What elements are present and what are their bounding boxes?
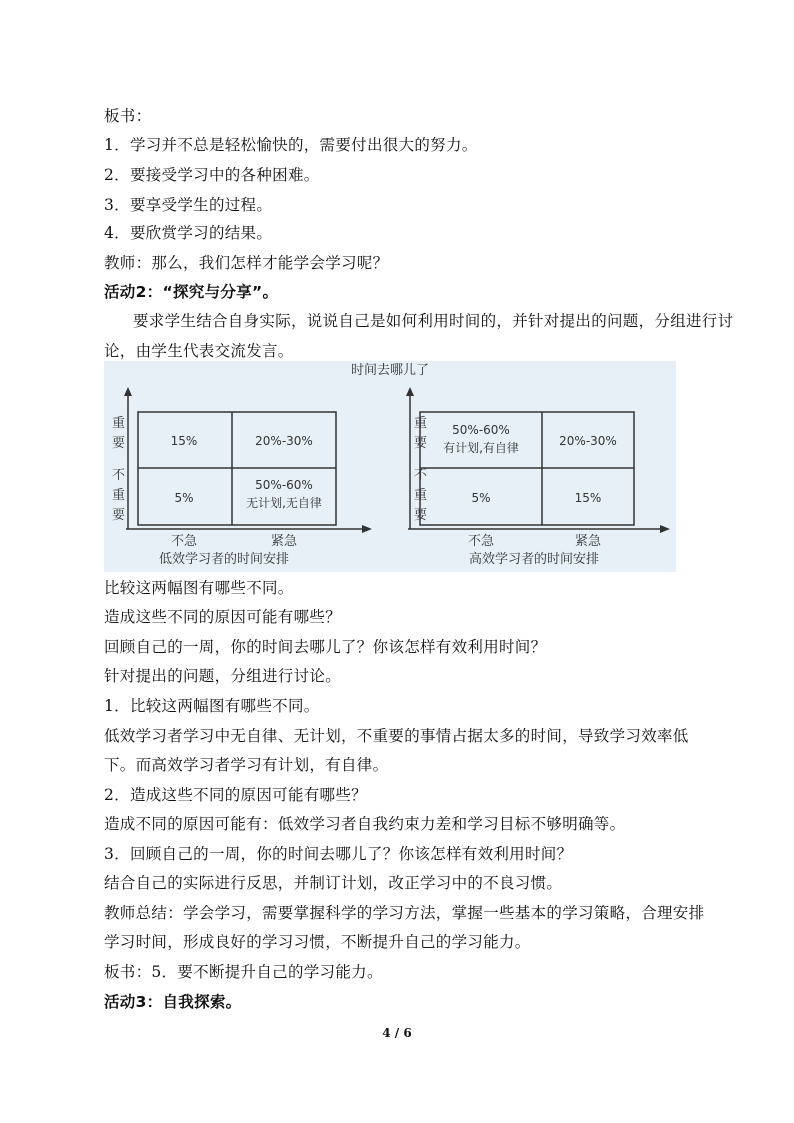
x-axis-arrow	[660, 525, 670, 533]
board-heading: 板书：	[104, 107, 152, 125]
y-label-not-important: 重	[414, 488, 428, 503]
y-label-important: 重	[414, 416, 428, 431]
cell-value: 5%	[471, 491, 491, 505]
cell-value: 20%-30%	[559, 434, 617, 448]
cell-value: 5%	[174, 491, 194, 505]
instruction-line: 针对提出的问题，分组进行讨论。	[104, 667, 342, 685]
cell-value: 有计划,有自律	[443, 441, 519, 455]
x-label-not-urgent: 不急	[467, 534, 495, 549]
x-axis-arrow	[362, 525, 372, 533]
teacher-summary: 教师总结：学会学习，需要掌握科学的学习方法，掌握一些基本的学习策略，合理安排	[104, 904, 705, 922]
x-label-urgent: 紧急	[270, 534, 298, 549]
right-caption: 高效学习者的时间安排	[468, 552, 600, 567]
teacher-summary: 学习时间，形成良好的学习习惯，不断提升自己的学习能力。	[104, 933, 531, 951]
time-matrix-diagram	[104, 361, 676, 572]
paragraph-line: 论，由学生代表交流发言。	[104, 342, 294, 360]
cell-value: 15%	[170, 434, 198, 448]
figure-title: 时间去哪儿了	[350, 363, 430, 378]
y-label-not-important: 要	[112, 508, 126, 523]
cell-value: 15%	[574, 491, 602, 505]
answer-heading: 3．回顾自己的一周，你的时间去哪儿了？你该怎样有效利用时间？	[104, 845, 573, 863]
board-point-2: 2．要接受学习中的各种困难。	[104, 166, 320, 184]
answer-line: 低效学习者学习中无自律、无计划，不重要的事情占据太多的时间，导致学习效率低	[104, 727, 689, 745]
paragraph-line: 要求学生结合自身实际，说说自己是如何利用时间的，并针对提出的问题，分组进行讨	[133, 312, 734, 330]
y-label-important: 要	[112, 436, 126, 451]
x-label-urgent: 紧急	[574, 534, 602, 549]
cell-value: 50%-60%	[255, 478, 313, 492]
answer-heading: 2．造成这些不同的原因可能有哪些？	[104, 786, 367, 804]
y-label-important: 重	[112, 416, 126, 431]
teacher-question: 教师：那么，我们怎样才能学会学习呢？	[104, 254, 389, 272]
left-caption: 低效学习者的时间安排	[158, 552, 290, 567]
board-point-3: 3．要享受学生的过程。	[104, 196, 273, 214]
answer-line: 下。而高效学习者学习有计划，有自律。	[104, 756, 389, 774]
y-label-not-important: 不	[414, 468, 428, 483]
activity-2-heading: 活动2：“探究与分享”。	[104, 283, 279, 301]
answer-line: 造成不同的原因可能有：低效学习者自我约束力差和学习目标不够明确等。	[104, 815, 626, 833]
y-label-not-important: 不	[112, 468, 126, 483]
x-label-not-urgent: 不急	[170, 534, 198, 549]
board-point-1: 1．学习并不总是轻松愉快的，需要付出很大的努力。	[104, 136, 478, 154]
answer-heading: 1．比较这两幅图有哪些不同。	[104, 697, 320, 715]
cell-value: 无计划,无自律	[246, 496, 322, 510]
question-line: 比较这两幅图有哪些不同。	[104, 579, 294, 597]
board-point-5: 板书：5．要不断提升自己的学习能力。	[104, 963, 383, 981]
low-efficiency-chart	[124, 387, 372, 533]
y-label-important: 要	[414, 436, 428, 451]
y-label-not-important: 要	[414, 508, 428, 523]
cell-value: 20%-30%	[255, 434, 313, 448]
time-allocation-figure	[104, 361, 676, 572]
page-number: 4 / 6	[382, 1026, 412, 1040]
high-efficiency-chart	[406, 387, 670, 533]
cell-value: 50%-60%	[452, 423, 510, 437]
activity-3-heading: 活动3：自我探索。	[104, 993, 242, 1011]
question-line: 造成这些不同的原因可能有哪些？	[104, 608, 342, 626]
y-axis-arrow	[406, 387, 414, 396]
question-line: 回顾自己的一周，你的时间去哪儿了？你该怎样有效利用时间？	[104, 638, 547, 656]
answer-line: 结合自己的实际进行反思，并制订计划，改正学习中的不良习惯。	[104, 874, 563, 892]
y-axis-arrow	[124, 387, 132, 396]
y-label-not-important: 重	[112, 488, 126, 503]
board-point-4: 4．要欣赏学习的结果。	[104, 224, 273, 242]
